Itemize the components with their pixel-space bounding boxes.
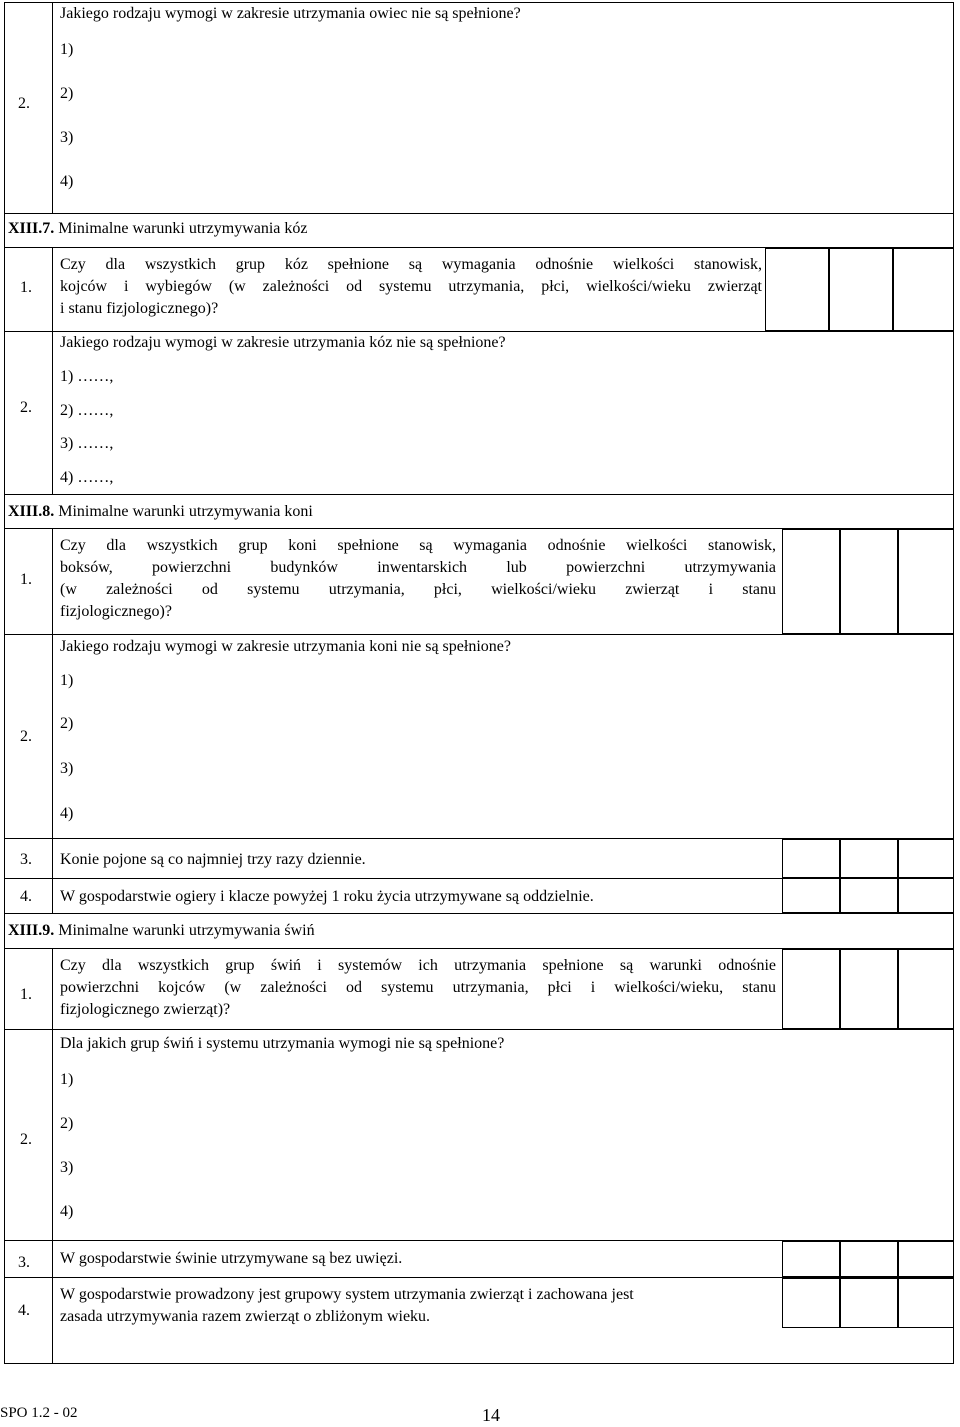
question-number: 2.	[18, 95, 30, 112]
question-number: 1.	[20, 279, 32, 296]
section-title: Minimalne warunki utrzymywania koni	[58, 503, 313, 520]
page-number: 14	[482, 1405, 500, 1425]
question-number: 2.	[20, 728, 32, 745]
question-number: 1.	[20, 986, 32, 1003]
answer-line: 2) ……,	[60, 402, 114, 419]
answer-box-yes[interactable]	[782, 949, 840, 1029]
answer-box-yes[interactable]	[782, 878, 840, 913]
answer-box-na[interactable]	[898, 529, 954, 634]
question-text: Jakiego rodzaju wymogi w zakresie utrzymania owiec nie są spełnione?	[60, 5, 521, 22]
answer-box-na[interactable]	[898, 839, 954, 878]
question-text: Dla jakich grup świń i systemu utrzymania wymogi nie są spełnione?	[60, 1035, 505, 1052]
answer-box-yes[interactable]	[782, 1241, 840, 1277]
answer-box-na[interactable]	[898, 1241, 954, 1277]
answer-box-no[interactable]	[840, 1278, 898, 1328]
answer-box-no[interactable]	[829, 248, 893, 331]
section-code: XIII.8.	[8, 503, 55, 520]
answer-box-no[interactable]	[840, 878, 898, 913]
answer-line: 4)	[60, 805, 74, 822]
section-code: XIII.7.	[8, 220, 55, 237]
answer-box-yes[interactable]	[782, 1278, 840, 1328]
question-text: Czy dla wszystkich grup koni spełnione są wymagania odnośnie wielkości stanowisk, boksów, powierzchni budynków inwentarskich lub powierzchni utrzymywania (w zależności od systemu utrzymania, płci, wielkości/wieku zwierząt i stanu fizjologicznego)?	[60, 537, 776, 620]
answer-box-yes[interactable]	[765, 248, 829, 331]
table-frame	[4, 2, 954, 1364]
column-divider	[52, 948, 53, 1363]
question-number: 4.	[18, 1302, 30, 1319]
question-number: 2.	[20, 399, 32, 416]
question-text: W gospodarstwie prowadzony jest grupowy system utrzymania zwierząt i zachowana jest zasada utrzymywania razem zwierząt o zbliżonym wieku.	[60, 1286, 634, 1325]
answer-box-no[interactable]	[840, 949, 898, 1029]
question-text: W gospodarstwie ogiery i klacze powyżej 1 roku życia utrzymywane są oddzielnie.	[60, 888, 594, 905]
column-divider	[52, 247, 53, 495]
question-number: 2.	[20, 1131, 32, 1148]
answer-line: 2)	[60, 85, 74, 102]
row-divider	[4, 913, 954, 914]
question-number: 3.	[20, 851, 32, 868]
question-text: Jakiego rodzaju wymogi w zakresie utrzymania koni nie są spełnione?	[60, 638, 511, 655]
section-code: XIII.9.	[8, 922, 55, 939]
answer-box-yes[interactable]	[782, 529, 840, 634]
answer-line: 3)	[60, 760, 74, 777]
section-title: Minimalne warunki utrzymywania świń	[58, 922, 315, 939]
question-number: 4.	[20, 888, 32, 905]
answer-line: 1)	[60, 41, 74, 58]
section-heading	[8, 502, 313, 522]
question-text: Czy dla wszystkich grup kóz spełnione są wymagania odnośnie wielkości stanowisk, kojców i wybiegów (w zależności od systemu utrzymania, płci, wielkości/wieku zwierząt i stanu fizjologicznego)?	[60, 256, 762, 317]
question-text: Czy dla wszystkich grup świń i systemów ich utrzymania spełnione są warunki odnośnie powierzchni kojców (w zależności od systemu utrzymania, płci i wielkości/wieku, stanu fizjologicznego zwierząt)?	[60, 957, 776, 1018]
answer-line: 3) ……,	[60, 435, 114, 452]
answer-line: 3)	[60, 1159, 74, 1176]
answer-line: 4)	[60, 173, 74, 190]
answer-line: 1) ……,	[60, 368, 114, 385]
row-divider	[4, 213, 954, 214]
answer-box-no[interactable]	[840, 1241, 898, 1277]
column-divider	[52, 528, 53, 914]
answer-line: 1)	[60, 1071, 74, 1088]
question-text: Konie pojone są co najmniej trzy razy dziennie.	[60, 851, 366, 868]
answer-box-yes[interactable]	[782, 839, 840, 878]
answer-line: 4) ……,	[60, 469, 114, 486]
question-number: 1.	[20, 571, 32, 588]
answer-box-na[interactable]	[898, 949, 954, 1029]
answer-box-na[interactable]	[893, 248, 954, 331]
row-divider	[4, 1029, 954, 1030]
answer-box-no[interactable]	[840, 529, 898, 634]
answer-box-na[interactable]	[898, 878, 954, 913]
section-title: Minimalne warunki utrzymywania kóz	[58, 220, 308, 237]
section-heading	[8, 219, 308, 239]
row-divider	[4, 494, 954, 495]
row-divider	[4, 634, 954, 635]
question-text: Jakiego rodzaju wymogi w zakresie utrzymania kóz nie są spełnione?	[60, 334, 506, 351]
question-number: 3.	[18, 1254, 30, 1271]
answer-line: 2)	[60, 1115, 74, 1132]
column-divider	[52, 2, 53, 214]
answer-line: 3)	[60, 129, 74, 146]
section-heading	[8, 921, 315, 941]
answer-box-no[interactable]	[840, 839, 898, 878]
document-code: SPO 1.2 - 02	[0, 1405, 78, 1421]
answer-line: 2)	[60, 715, 74, 732]
row-divider	[4, 331, 954, 332]
answer-line: 1)	[60, 672, 74, 689]
answer-box-na[interactable]	[898, 1278, 954, 1328]
question-text: W gospodarstwie świnie utrzymywane są bez uwięzi.	[60, 1250, 403, 1267]
answer-line: 4)	[60, 1203, 74, 1220]
